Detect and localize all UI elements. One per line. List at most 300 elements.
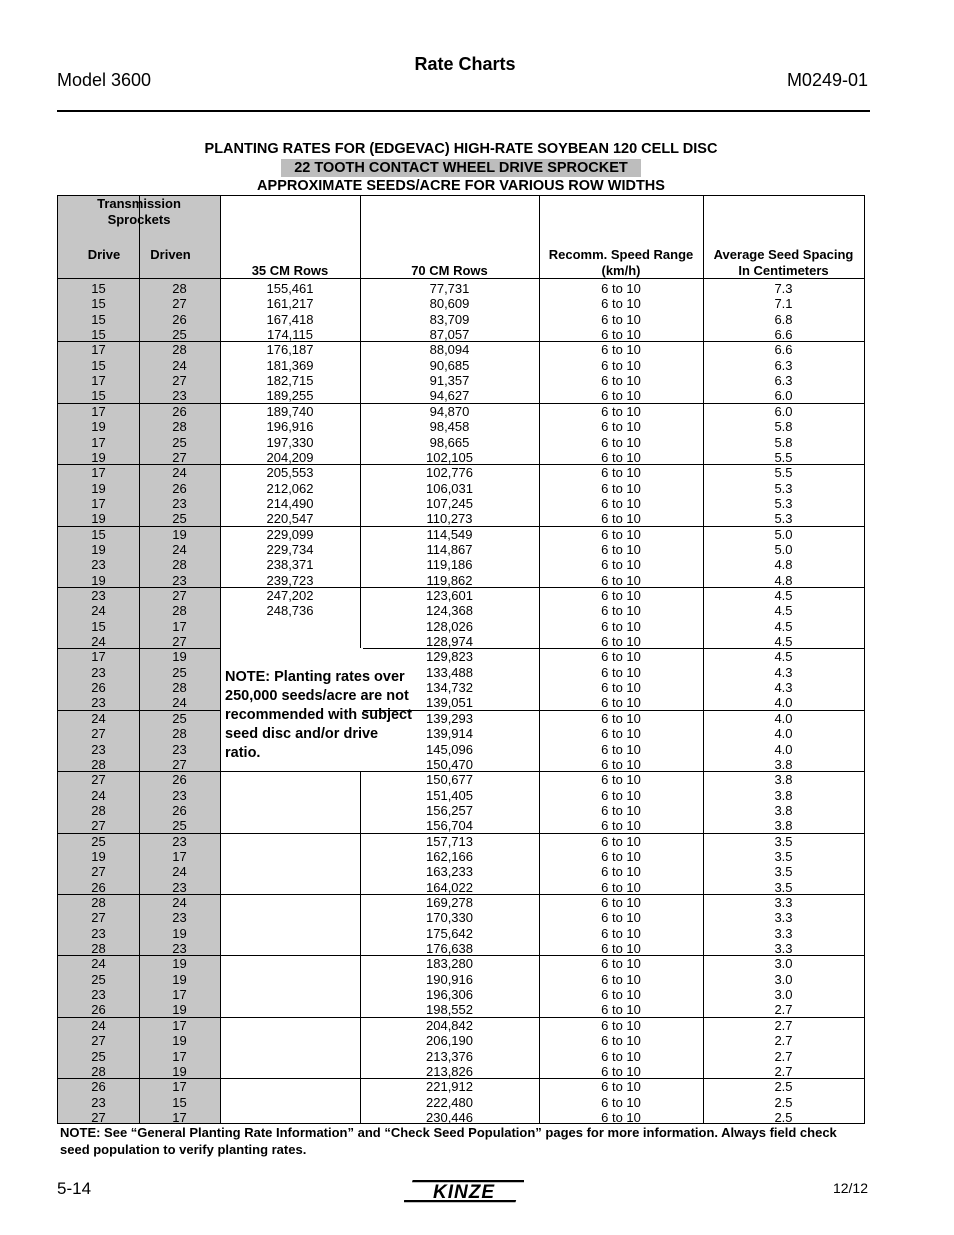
rows35-cell: 220,547 bbox=[266, 511, 314, 527]
rows70-cell: 190,916 bbox=[426, 971, 473, 987]
speed-cell: 6 to 10 bbox=[601, 388, 641, 404]
rows70-cell: 139,051 bbox=[426, 695, 473, 711]
rows35-cell bbox=[220, 619, 360, 634]
rows70-cell: 124,368 bbox=[426, 603, 473, 619]
speed-cell: 6 to 10 bbox=[601, 941, 641, 957]
spacing-cell: 2.5 bbox=[774, 1109, 793, 1125]
rows35-cell: 174,115 bbox=[266, 327, 314, 343]
spacing-cell: 6.0 bbox=[774, 403, 793, 419]
rows70-cell: 213,826 bbox=[426, 1063, 473, 1079]
speed-cell: 6 to 10 bbox=[601, 557, 641, 573]
spacing-cell: 3.3 bbox=[774, 925, 793, 941]
rows35-cell bbox=[220, 864, 360, 879]
spacing-cell: 3.5 bbox=[774, 864, 793, 880]
speed-cell: 6 to 10 bbox=[601, 603, 641, 619]
rows70-cell: 169,278 bbox=[426, 895, 473, 910]
drive-cell: 26 bbox=[91, 1079, 106, 1095]
rows35-cell bbox=[220, 818, 360, 833]
speed-cell: 6 to 10 bbox=[601, 296, 641, 312]
rows70-cell: 175,642 bbox=[426, 925, 473, 941]
drive-cell: 27 bbox=[91, 726, 106, 742]
driven-cell: 17 bbox=[172, 987, 187, 1003]
drive-cell: 28 bbox=[91, 941, 106, 957]
spacing-cell: 4.8 bbox=[774, 572, 793, 588]
spacing-cell: 2.7 bbox=[774, 1048, 793, 1064]
rows70-cell: 198,552 bbox=[426, 1002, 473, 1018]
rows70-cell: 114,549 bbox=[426, 526, 473, 542]
rows35-cell: 197,330 bbox=[266, 434, 314, 450]
speed-cell: 6 to 10 bbox=[601, 1002, 641, 1018]
rows70-cell: 183,280 bbox=[426, 956, 473, 972]
rows70-cell: 139,914 bbox=[426, 726, 473, 742]
spacing-cell: 4.0 bbox=[774, 741, 793, 757]
drive-cell: 19 bbox=[91, 572, 106, 588]
rows35-cell bbox=[220, 1079, 360, 1094]
rows35-cell bbox=[220, 956, 360, 971]
speed-cell: 6 to 10 bbox=[601, 480, 641, 496]
driven-cell: 27 bbox=[172, 756, 187, 772]
speed-cell: 6 to 10 bbox=[601, 833, 641, 849]
transmission-header: Transmission Sprockets bbox=[97, 196, 181, 227]
driven-cell: 25 bbox=[172, 511, 187, 527]
driven-cell: 19 bbox=[172, 925, 187, 941]
rows35-cell: 247,202 bbox=[266, 588, 314, 603]
speed-cell: 6 to 10 bbox=[601, 802, 641, 818]
speed-cell: 6 to 10 bbox=[601, 403, 641, 419]
speed-cell: 6 to 10 bbox=[601, 1079, 641, 1095]
speed-cell: 6 to 10 bbox=[601, 449, 641, 465]
rows70-cell: 157,713 bbox=[426, 833, 473, 849]
rows35-cell: 214,490 bbox=[266, 495, 314, 511]
rows35-cell: 229,099 bbox=[266, 526, 314, 542]
rows35-cell bbox=[220, 910, 360, 925]
drive-cell: 27 bbox=[91, 864, 106, 880]
spacing-cell: 3.8 bbox=[774, 818, 793, 834]
driven-cell: 28 bbox=[172, 342, 187, 358]
drive-cell: 23 bbox=[91, 664, 106, 680]
spacing-cell: 4.0 bbox=[774, 726, 793, 742]
drive-cell: 15 bbox=[91, 357, 106, 373]
rows70-cell: 102,105 bbox=[426, 449, 473, 465]
drive-cell: 24 bbox=[91, 787, 106, 803]
drive-cell: 19 bbox=[91, 449, 106, 465]
speed-cell: 6 to 10 bbox=[601, 357, 641, 373]
rows70-cell: 221,912 bbox=[426, 1079, 473, 1095]
speed-cell: 6 to 10 bbox=[601, 956, 641, 972]
speed-cell: 6 to 10 bbox=[601, 281, 641, 296]
rows70-cell: 91,357 bbox=[429, 373, 470, 389]
revision-date: 12/12 bbox=[832, 1180, 868, 1196]
rows70-cell: 129,823 bbox=[426, 649, 473, 665]
speed-cell: 6 to 10 bbox=[601, 664, 641, 680]
driven-cell: 19 bbox=[172, 1033, 187, 1049]
rows35-cell bbox=[220, 895, 360, 910]
driven-cell: 25 bbox=[172, 664, 187, 680]
driven-cell: 26 bbox=[172, 772, 187, 788]
spacing-cell: 6.6 bbox=[774, 342, 793, 358]
driven-cell: 17 bbox=[172, 848, 187, 864]
spacing-cell: 6.6 bbox=[774, 327, 793, 343]
drive-cell: 26 bbox=[91, 879, 106, 895]
driven-cell: 28 bbox=[172, 557, 187, 573]
driven-cell: 19 bbox=[172, 971, 187, 987]
driven-cell: 23 bbox=[172, 741, 187, 757]
speed-cell: 6 to 10 bbox=[601, 726, 641, 742]
drive-cell: 26 bbox=[91, 680, 106, 696]
spacing-cell: 4.3 bbox=[774, 680, 793, 696]
rows35-cell bbox=[220, 1095, 360, 1110]
driven-cell: 25 bbox=[172, 327, 187, 343]
spacing-cell: 3.5 bbox=[774, 848, 793, 864]
rows70-cell: 162,166 bbox=[426, 848, 473, 864]
speed-cell: 6 to 10 bbox=[601, 1048, 641, 1064]
driven-cell: 23 bbox=[172, 495, 187, 511]
drive-cell: 23 bbox=[91, 1094, 106, 1110]
drive-cell: 27 bbox=[91, 1109, 106, 1125]
driven-cell: 24 bbox=[172, 695, 187, 711]
table-note: NOTE: Planting rates over 250,000 seeds/acre are not recommended with subject seed disc and/or drive ratio. bbox=[225, 669, 412, 761]
rows70-cell: 156,257 bbox=[426, 802, 473, 818]
driven-cell: 17 bbox=[172, 618, 187, 634]
spacing-cell: 4.5 bbox=[774, 618, 793, 634]
rows70-cell: 176,638 bbox=[426, 941, 473, 957]
driven-header: Driven bbox=[150, 247, 191, 262]
speed-cell: 6 to 10 bbox=[601, 526, 641, 542]
rows70-cell: 206,190 bbox=[426, 1033, 473, 1049]
speed-cell: 6 to 10 bbox=[601, 495, 641, 511]
drive-cell: 17 bbox=[91, 495, 106, 511]
driven-cell: 17 bbox=[172, 1079, 187, 1095]
rows70-cell: 222,480 bbox=[426, 1094, 473, 1110]
rows70-cell: 87,057 bbox=[429, 327, 470, 343]
drive-cell: 17 bbox=[91, 649, 106, 665]
speed-cell: 6 to 10 bbox=[601, 634, 641, 650]
rows35-cell bbox=[220, 772, 360, 787]
spacing-cell: 5.3 bbox=[774, 495, 793, 511]
rows70-cell: 139,293 bbox=[426, 710, 473, 726]
rows70-cell: 151,405 bbox=[426, 787, 473, 803]
rows35-cell: 212,062 bbox=[266, 480, 314, 496]
speed-cell: 6 to 10 bbox=[601, 419, 641, 435]
rows70-cell: 80,609 bbox=[429, 296, 470, 312]
drive-cell: 19 bbox=[91, 419, 106, 435]
rows70-cell: 94,870 bbox=[429, 403, 470, 419]
driven-cell: 23 bbox=[172, 833, 187, 849]
speed-cell: 6 to 10 bbox=[601, 541, 641, 557]
rows70-cell: 102,776 bbox=[426, 465, 473, 481]
speed-cell: 6 to 10 bbox=[601, 987, 641, 1003]
driven-cell: 23 bbox=[172, 572, 187, 588]
chart-title: PLANTING RATES FOR (EDGEVAC) HIGH-RATE SOYBEAN 120 CELL DISC bbox=[204, 141, 718, 157]
rows70-cell: 90,685 bbox=[429, 357, 470, 373]
speed-cell: 6 to 10 bbox=[601, 1094, 641, 1110]
rows70-cell: 83,709 bbox=[429, 311, 470, 327]
model-label: Model 3600 bbox=[57, 70, 152, 90]
drive-cell: 15 bbox=[91, 281, 106, 296]
drive-cell: 24 bbox=[91, 634, 106, 650]
drive-cell: 23 bbox=[91, 741, 106, 757]
drive-cell: 27 bbox=[91, 818, 106, 834]
spacing-cell: 3.3 bbox=[774, 941, 793, 957]
rows35-cell: 161,217 bbox=[266, 296, 314, 312]
rows70-cell: 133,488 bbox=[426, 664, 473, 680]
driven-cell: 24 bbox=[172, 357, 187, 373]
spacing-cell: 2.5 bbox=[774, 1094, 793, 1110]
rows35-cell bbox=[220, 1049, 360, 1064]
spacing-cell: 5.8 bbox=[774, 419, 793, 435]
spacing-cell: 3.0 bbox=[774, 987, 793, 1003]
rows70-cell: 145,096 bbox=[426, 741, 473, 757]
rows70-cell: 150,677 bbox=[426, 772, 473, 788]
drive-cell: 15 bbox=[91, 296, 106, 312]
driven-cell: 25 bbox=[172, 710, 187, 726]
spacing-cell: 3.8 bbox=[774, 787, 793, 803]
spacing-cell: 4.0 bbox=[774, 695, 793, 711]
drive-cell: 17 bbox=[91, 465, 106, 481]
rows35-cell bbox=[220, 788, 360, 803]
rows70-cell: 170,330 bbox=[426, 910, 473, 926]
spacing-cell: 5.3 bbox=[774, 511, 793, 527]
driven-cell: 17 bbox=[172, 1048, 187, 1064]
speed-cell: 6 to 10 bbox=[601, 1033, 641, 1049]
drive-cell: 19 bbox=[91, 848, 106, 864]
spacing-cell: 5.3 bbox=[774, 480, 793, 496]
driven-cell: 19 bbox=[172, 1002, 187, 1018]
spacing-cell: 4.5 bbox=[774, 649, 793, 665]
drive-cell: 19 bbox=[91, 541, 106, 557]
driven-cell: 28 bbox=[172, 726, 187, 742]
rows70-cell: 123,601 bbox=[426, 588, 473, 603]
speed-cell: 6 to 10 bbox=[601, 434, 641, 450]
doc-number: M0249-01 bbox=[786, 70, 868, 90]
rows35-cell bbox=[220, 1002, 360, 1017]
speed-cell: 6 to 10 bbox=[601, 1017, 641, 1033]
rows70-cell: 88,094 bbox=[429, 342, 470, 358]
spacing-cell: 7.1 bbox=[774, 296, 793, 312]
spacing-cell: 3.0 bbox=[774, 956, 793, 972]
speed-cell: 6 to 10 bbox=[601, 741, 641, 757]
speed-cell: 6 to 10 bbox=[601, 710, 641, 726]
driven-cell: 27 bbox=[172, 588, 187, 603]
drive-cell: 17 bbox=[91, 342, 106, 358]
spacing-cell: 2.7 bbox=[774, 1002, 793, 1018]
rows70-cell: 230,446 bbox=[426, 1109, 473, 1125]
spacing-cell: 3.0 bbox=[774, 971, 793, 987]
rate-table bbox=[57, 195, 865, 1124]
rows35-cell bbox=[220, 926, 360, 941]
svg-text:KINZE: KINZE bbox=[433, 1182, 495, 1203]
speed-cell: 6 to 10 bbox=[601, 511, 641, 527]
spacing-cell: 3.5 bbox=[774, 879, 793, 895]
drive-cell: 23 bbox=[91, 557, 106, 573]
drive-cell: 25 bbox=[91, 833, 106, 849]
spacing-cell: 5.8 bbox=[774, 434, 793, 450]
rows70-cell: 119,186 bbox=[426, 557, 473, 573]
driven-cell: 19 bbox=[172, 1063, 187, 1079]
driven-cell: 19 bbox=[172, 649, 187, 665]
driven-cell: 25 bbox=[172, 818, 187, 834]
drive-cell: 15 bbox=[91, 618, 106, 634]
speed-cell: 6 to 10 bbox=[601, 756, 641, 772]
drive-cell: 19 bbox=[91, 511, 106, 527]
drive-cell: 15 bbox=[91, 388, 106, 404]
spacing-cell: 6.8 bbox=[774, 311, 793, 327]
rows35-cell bbox=[220, 803, 360, 818]
driven-cell: 23 bbox=[172, 941, 187, 957]
drive-cell: 27 bbox=[91, 1033, 106, 1049]
drive-cell: 23 bbox=[91, 588, 106, 603]
drive-cell: 27 bbox=[91, 910, 106, 926]
speed-cell: 6 to 10 bbox=[601, 848, 641, 864]
rows35-cell: 229,734 bbox=[266, 541, 314, 557]
drive-cell: 17 bbox=[91, 373, 106, 389]
rows70-cell: 128,026 bbox=[426, 618, 473, 634]
driven-cell: 23 bbox=[172, 910, 187, 926]
speed-cell: 6 to 10 bbox=[601, 864, 641, 880]
rows70-cell: 196,306 bbox=[426, 987, 473, 1003]
rows70-cell: 150,470 bbox=[426, 756, 473, 772]
spacing-header: Average Seed Spacing In Centimeters bbox=[713, 247, 854, 278]
rows35-cell: 248,736 bbox=[266, 603, 314, 619]
speed-cell: 6 to 10 bbox=[601, 787, 641, 803]
rows35-cell: 155,461 bbox=[266, 281, 314, 296]
rows35-cell bbox=[220, 1064, 360, 1079]
driven-cell: 15 bbox=[172, 1094, 187, 1110]
rows35-cell bbox=[220, 1033, 360, 1048]
speed-cell: 6 to 10 bbox=[601, 895, 641, 910]
rows35-cell: 176,187 bbox=[266, 342, 314, 358]
rows70-cell: 98,665 bbox=[429, 434, 470, 450]
spacing-cell: 3.8 bbox=[774, 802, 793, 818]
speed-cell: 6 to 10 bbox=[601, 342, 641, 358]
spacing-cell: 5.5 bbox=[774, 449, 793, 465]
rows35-cell: 182,715 bbox=[266, 373, 314, 389]
rows35-cell: 189,740 bbox=[266, 403, 314, 419]
speed-cell: 6 to 10 bbox=[601, 910, 641, 926]
speed-cell: 6 to 10 bbox=[601, 311, 641, 327]
spacing-cell: 6.3 bbox=[774, 357, 793, 373]
spacing-cell: 2.7 bbox=[774, 1063, 793, 1079]
rows35-cell: 167,418 bbox=[266, 311, 314, 327]
header-rule bbox=[57, 110, 870, 112]
rows35-cell: 189,255 bbox=[266, 388, 314, 404]
speed-cell: 6 to 10 bbox=[601, 373, 641, 389]
drive-cell: 23 bbox=[91, 987, 106, 1003]
driven-cell: 27 bbox=[172, 296, 187, 312]
rows70-cell: 98,458 bbox=[429, 419, 470, 435]
speed-cell: 6 to 10 bbox=[601, 879, 641, 895]
section-title: Rate Charts bbox=[414, 54, 516, 74]
spacing-cell: 4.0 bbox=[774, 710, 793, 726]
speed-cell: 6 to 10 bbox=[601, 327, 641, 343]
drive-cell: 23 bbox=[91, 695, 106, 711]
speed-cell: 6 to 10 bbox=[601, 618, 641, 634]
rows35-header: 35 CM Rows bbox=[251, 263, 329, 278]
driven-cell: 23 bbox=[172, 787, 187, 803]
rows70-cell: 213,376 bbox=[426, 1048, 473, 1064]
rows70-cell: 106,031 bbox=[426, 480, 473, 496]
rows70-cell: 110,273 bbox=[426, 511, 473, 527]
rows35-cell bbox=[220, 834, 360, 849]
driven-cell: 26 bbox=[172, 480, 187, 496]
driven-cell: 23 bbox=[172, 388, 187, 404]
driven-cell: 19 bbox=[172, 956, 187, 972]
drive-cell: 28 bbox=[91, 1063, 106, 1079]
rows70-cell: 134,732 bbox=[426, 680, 473, 696]
kinze-logo bbox=[404, 1176, 524, 1206]
driven-cell: 23 bbox=[172, 879, 187, 895]
spacing-cell: 5.0 bbox=[774, 526, 793, 542]
driven-cell: 27 bbox=[172, 449, 187, 465]
drive-cell: 27 bbox=[91, 772, 106, 788]
driven-cell: 17 bbox=[172, 1017, 187, 1033]
rows70-header: 70 CM Rows bbox=[411, 263, 488, 278]
driven-cell: 19 bbox=[172, 526, 187, 542]
driven-cell: 25 bbox=[172, 434, 187, 450]
speed-cell: 6 to 10 bbox=[601, 572, 641, 588]
drive-cell: 26 bbox=[91, 1002, 106, 1018]
spacing-cell: 3.5 bbox=[774, 833, 793, 849]
rows35-cell bbox=[220, 1018, 360, 1033]
driven-cell: 26 bbox=[172, 802, 187, 818]
driven-cell: 28 bbox=[172, 680, 187, 696]
speed-cell: 6 to 10 bbox=[601, 465, 641, 481]
footer-note: NOTE: See “General Planting Rate Information” and “Check Seed Population” pages for more information. Always field check seed population to verify planting rates. bbox=[60, 1125, 837, 1157]
rows70-cell: 164,022 bbox=[426, 879, 473, 895]
rows35-cell: 196,916 bbox=[266, 419, 314, 435]
driven-cell: 28 bbox=[172, 281, 187, 296]
spacing-cell: 3.8 bbox=[774, 756, 793, 772]
rows35-cell: 204,209 bbox=[266, 449, 314, 465]
driven-cell: 24 bbox=[172, 895, 187, 910]
driven-cell: 17 bbox=[172, 1109, 187, 1125]
speed-cell: 6 to 10 bbox=[601, 772, 641, 788]
rows35-cell bbox=[220, 987, 360, 1002]
driven-cell: 24 bbox=[172, 864, 187, 880]
chart-subtitle-highlight: 22 TOOTH CONTACT WHEEL DRIVE SPROCKET bbox=[281, 159, 641, 177]
drive-cell: 15 bbox=[91, 327, 106, 343]
page-number: 5-14 bbox=[57, 1179, 92, 1198]
drive-cell: 28 bbox=[91, 895, 106, 910]
drive-cell: 28 bbox=[91, 756, 106, 772]
drive-cell: 17 bbox=[91, 403, 106, 419]
rows70-cell: 94,627 bbox=[429, 388, 470, 404]
speed-cell: 6 to 10 bbox=[601, 695, 641, 711]
drive-cell: 15 bbox=[91, 311, 106, 327]
spacing-cell: 5.5 bbox=[774, 465, 793, 481]
driven-cell: 27 bbox=[172, 373, 187, 389]
speed-cell: 6 to 10 bbox=[601, 649, 641, 665]
drive-cell: 24 bbox=[91, 710, 106, 726]
driven-cell: 24 bbox=[172, 465, 187, 481]
drive-cell: 23 bbox=[91, 925, 106, 941]
driven-cell: 24 bbox=[172, 541, 187, 557]
rows70-cell: 156,704 bbox=[426, 818, 473, 834]
driven-cell: 28 bbox=[172, 419, 187, 435]
spacing-cell: 6.3 bbox=[774, 373, 793, 389]
drive-cell: 19 bbox=[91, 480, 106, 496]
rows35-cell: 205,553 bbox=[266, 465, 314, 481]
speed-cell: 6 to 10 bbox=[601, 1063, 641, 1079]
rows35-cell bbox=[220, 972, 360, 987]
chart-subtitle: APPROXIMATE SEEDS/ACRE FOR VARIOUS ROW WIDTHS bbox=[257, 178, 665, 194]
spacing-cell: 4.8 bbox=[774, 557, 793, 573]
spacing-cell: 3.3 bbox=[774, 910, 793, 926]
rows35-cell bbox=[220, 634, 360, 649]
speed-cell: 6 to 10 bbox=[601, 680, 641, 696]
rows35-cell: 239,723 bbox=[266, 572, 314, 588]
spacing-cell: 6.0 bbox=[774, 388, 793, 404]
